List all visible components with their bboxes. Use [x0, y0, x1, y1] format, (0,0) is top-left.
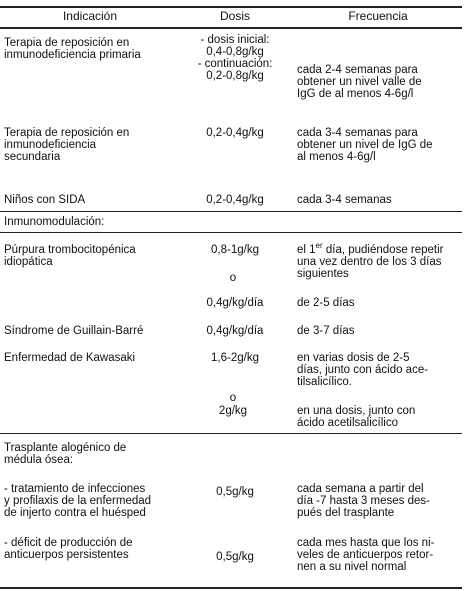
indicacion-sida: Niños con SIDA: [4, 194, 86, 206]
dosis-trasplante-deficit: 0,5g/kg: [216, 551, 254, 563]
frecuencia-guillain-barre: de 3-7 días: [297, 325, 355, 337]
indicacion-inmunodeficiencia-primaria: Terapia de reposición en inmunodeficiencia primaria: [4, 37, 141, 61]
frecuencia-purpura-1-post: día, pudiéndose repetir una vez dentro de los 3 días siguientes: [297, 244, 444, 280]
dosis-kawasaki-1: 1,6-2g/kg: [211, 352, 259, 364]
section-title-inmunomodulacion: Inmunomodulación:: [4, 216, 105, 228]
dosis-purpura-2: 0,4g/kg/día: [206, 297, 264, 309]
frecuencia-purpura-1: [297, 241, 462, 280]
dosis-purpura-1: 0,8-1g/kg: [211, 244, 259, 256]
frecuencia-purpura-1-sup: er: [315, 241, 323, 251]
table-bottom-rule: [0, 587, 462, 589]
indicacion-trasplante-injerto: - tratamiento de infecciones y profilaxis de la enfermedad de injerto contra el huésped: [4, 483, 152, 519]
frecuencia-sida: cada 3-4 semanas: [297, 194, 392, 206]
frecuencia-kawasaki-2: en una dosis, junto con ácido acetilsalicílico: [297, 405, 416, 429]
table-top-rule: [0, 6, 462, 8]
section-divider: [0, 211, 462, 212]
section-divider: [0, 433, 462, 434]
frecuencia-purpura-2: de 2-5 días: [297, 297, 355, 309]
header-dosis: Dosis: [219, 9, 250, 23]
dosis-sida: 0,2-0,4g/kg: [206, 194, 264, 206]
dosis-kawasaki-2: 2g/kg: [218, 405, 248, 417]
section-title-trasplante: Trasplante alogénico de médula ósea:: [4, 442, 127, 466]
indicacion-guillain-barre: Síndrome de Guillain-Barré: [4, 325, 144, 337]
dosis-inmunodeficiencia-primaria: - dosis inicial: 0,4-0,8g/kg - continuación: 0,2-0,8g/kg: [197, 34, 273, 82]
dosis-guillain-barre: 0,4g/kg/día: [206, 325, 264, 337]
dosis-kawasaki-o: o: [229, 392, 237, 404]
frecuencia-trasplante-deficit: cada mes hasta que los ni- veles de anticuerpos retor- nen a su nivel normal: [297, 537, 435, 573]
dosis-purpura-o: o: [229, 272, 237, 284]
frecuencia-inmunodeficiencia-secundaria: cada 3-4 semanas para obtener un nivel de IgG de al menos 4-6g/l: [297, 127, 433, 163]
frecuencia-kawasaki-1: en varias dosis de 2-5 días, junto con ácido ace- tilsalicílico.: [297, 352, 429, 388]
frecuencia-inmunodeficiencia-primaria: cada 2-4 semanas para obtener un nivel valle de IgG de al menos 4-6g/l: [297, 64, 422, 100]
indicacion-kawasaki: Enfermedad de Kawasaki: [4, 352, 136, 364]
header-bottom-rule: [0, 27, 462, 29]
section-divider: [0, 232, 462, 233]
indicacion-purpura: Púrpura trombocitopénica idiopática: [4, 244, 136, 268]
dosis-trasplante-injerto: 0,5g/kg: [216, 486, 254, 498]
frecuencia-purpura-1-pre: el 1: [297, 244, 316, 256]
header-indicacion: Indicación: [62, 9, 118, 23]
header-frecuencia: Frecuencia: [348, 9, 408, 23]
indicacion-trasplante-deficit: - déficit de producción de anticuerpos persistentes: [4, 537, 133, 561]
indicacion-inmunodeficiencia-secundaria: Terapia de reposición en inmunodeficiencia secundaria: [4, 127, 130, 163]
frecuencia-trasplante-injerto: cada semana a partir del día -7 hasta 3 meses des- pués del trasplante: [297, 483, 430, 519]
dosis-inmunodeficiencia-secundaria: 0,2-0,4g/kg: [206, 127, 264, 139]
